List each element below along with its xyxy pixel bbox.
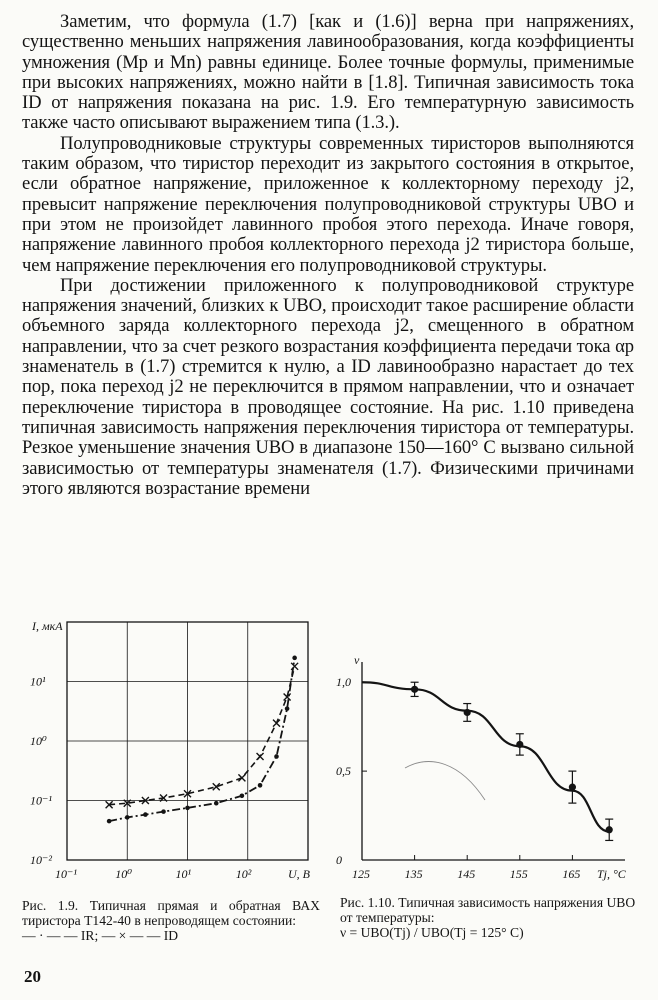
chart-iv-characteristic (22, 612, 320, 894)
x-axis-label: U, В (288, 867, 310, 881)
x-tick-label: 10¹ (175, 867, 192, 881)
series-ir-marker (143, 812, 148, 817)
x-tick-label: 155 (509, 867, 528, 881)
series-ir-marker (107, 819, 112, 824)
series-id-line (109, 666, 295, 804)
x-axis-label: Tj, °C (597, 867, 626, 881)
series-ir-marker (125, 815, 130, 820)
main-text (22, 12, 634, 499)
chart-ubo-temperature (330, 650, 640, 890)
data-point (411, 686, 418, 693)
figure-1-9-caption (22, 898, 320, 943)
y-axis-label: I, мкА (32, 619, 63, 633)
figure-1-9-caption-prefix: Рис. 1.9. (22, 898, 79, 913)
x-tick-label: 10⁰ (115, 867, 133, 881)
page-number: 20 (24, 967, 41, 986)
series-ir-marker (258, 783, 263, 788)
y-tick-label: 1,0 (336, 675, 351, 690)
y-tick-label: 10⁻² (30, 853, 52, 867)
series-ir-line (109, 658, 295, 821)
x-tick-label: 145 (457, 867, 476, 881)
series-ir-marker (161, 809, 166, 814)
paragraph-3: При достижении приложенного к полупроводниковой структуре напряжения значений, близких к UBO, происходит такое расширение области объемного заряда коллекторного перехода j2, смещенного в обратном направлении, что за счет резкого возрастания коэффициента передачи тока αp знаменатель в (1.7) стремится к нулю, а ID лавинообразно нарастает до тех пор, пока переход j2 не переключится в прямом направлении, что и означает переключение тиристора в проводящее состояние. На рис. 1.10 приведена типичная зависимость напряжения переключения тиристора от температуры. Резкое уменьшение значения UBO в диапазоне 150—160° С вызвано сильной зависимостью от температуры знаменателя (1.7). Физическими причинами этого являются возрастание времени (22, 274, 634, 499)
series-id-marker (238, 774, 245, 781)
data-point (569, 784, 576, 791)
series-ir-marker (274, 754, 279, 759)
paragraph-1: Заметим, что формула (1.7) [как и (1.6)] верна при напряжениях, существенно меньших напряжения лавинообразования, когда коэффициенты умножения (Mp и Mn) равны единице. Более точные формулы, применимые при высоких напряжениях, можно найти в [1.8]. Типичная зависимость тока ID от напряжения показана на рис. 1.9. Его температурную зависимость также часто описывают выражением типа (1.3.). (22, 11, 634, 134)
series-ir-marker (185, 806, 190, 811)
y-axis-label: ν (354, 653, 360, 667)
legend-ir: — · — — IR; (22, 928, 99, 943)
y-tick-label: 10⁻¹ (30, 793, 52, 808)
figure-1-10-caption-text: Типичная зависимость напряжения UBO от температуры: (340, 895, 636, 925)
temperature-curve (362, 682, 609, 831)
series-id-marker (257, 753, 264, 760)
x-tick-label: 125 (352, 867, 370, 881)
data-point (606, 826, 613, 833)
data-point (516, 741, 523, 748)
data-point (464, 709, 471, 716)
figure-1-10-caption-prefix: Рис. 1.10. (340, 895, 395, 910)
series-id-marker (213, 783, 220, 790)
x-tick-label: 135 (404, 867, 423, 881)
series-ir-marker (240, 793, 245, 798)
series-ir-marker (214, 801, 219, 806)
paragraph-2: Полупроводниковые структуры современных тиристоров выполняются таким образом, что тиристор переходит из закрытого состояния в открытое, если обратное напряжение, приложенное к коллекторному переходу j2, превысит напряжение переключения полупроводниковой структуры UBO и при этом не произойдет лавинного пробоя этого перехода. Иначе говоря, напряжение лавинного пробоя коллекторного перехода j2 тиристора больше, чем напряжение переключения его полупроводниковой структуры. (22, 132, 634, 276)
series-id-marker (273, 720, 280, 727)
figure-1-9-caption-text: Типичная прямая и обратная ВАХ тиристора Т142-40 в непроводящем состоянии: (22, 898, 321, 928)
figure-1-9 (22, 612, 320, 899)
y-tick-label: 10⁰ (30, 734, 47, 748)
figure-1-10-formula: ν = UBO(Tj) / UBO(Tj = 125° C) (340, 925, 524, 940)
y-tick-label: 0,5 (336, 764, 351, 779)
figure-1-10-caption (340, 895, 640, 940)
series-ir-marker (285, 706, 290, 711)
x-tick-label: 10² (235, 867, 252, 881)
y-tick-label: 0 (336, 853, 342, 867)
series-ir-marker (292, 656, 297, 661)
figure-1-10 (330, 650, 640, 895)
y-tick-label: 10¹ (30, 674, 46, 689)
x-tick-label: 165 (562, 867, 581, 881)
x-tick-label: 10⁻¹ (55, 867, 77, 881)
legend-id: — × — — ID (101, 928, 179, 943)
faint-mark (405, 762, 485, 800)
